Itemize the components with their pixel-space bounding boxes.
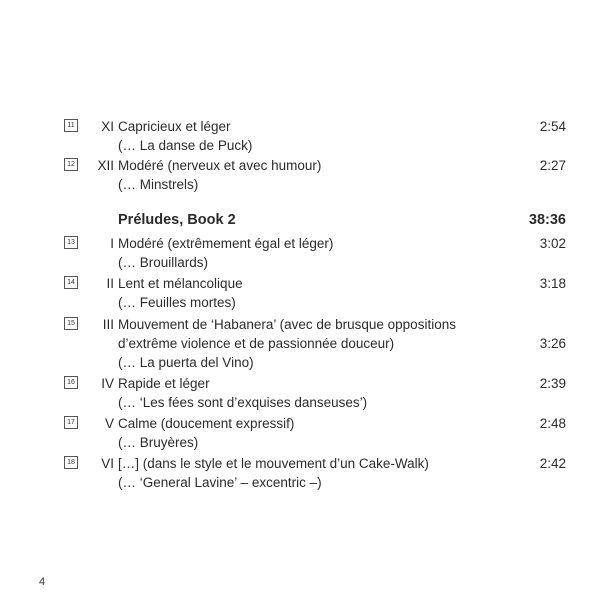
track-duration: 2:27	[539, 158, 566, 173]
track-number: 15	[64, 317, 78, 330]
subtitle-line: (… Feuilles mortes)	[118, 295, 236, 310]
prelude-title	[118, 117, 498, 155]
prelude-number: I	[110, 236, 114, 251]
track-duration: 2:48	[539, 416, 566, 431]
track-number: 18	[64, 456, 78, 469]
track-number: 17	[64, 416, 78, 429]
prelude-number: II	[106, 276, 114, 291]
track-number: 12	[64, 158, 78, 171]
subtitle-line: (… ‘General Lavine’ – excentric –)	[118, 475, 322, 490]
subtitle-line: (… Brouillards)	[118, 255, 209, 270]
track-duration: 2:39	[539, 376, 566, 391]
title-line: Capricieux et léger	[118, 119, 231, 134]
track-number: 11	[64, 119, 78, 132]
prelude-title	[118, 454, 498, 492]
title-line: Modéré (nerveux et avec humour)	[118, 158, 322, 173]
prelude-number: VI	[101, 456, 114, 471]
subtitle-line: (… La danse de Puck)	[118, 138, 253, 153]
subtitle-line: (… Bruyères)	[118, 435, 199, 450]
prelude-title	[118, 234, 498, 272]
prelude-number: V	[104, 416, 114, 431]
prelude-number: XII	[97, 158, 114, 173]
section-heading	[118, 210, 566, 230]
track-duration: 3:18	[539, 276, 566, 291]
track-duration: 3:26	[539, 336, 566, 351]
section-total-duration: 38:36	[528, 212, 566, 228]
prelude-number: XI	[101, 119, 114, 134]
page-number: 4	[39, 576, 46, 588]
section-title: Préludes, Book 2	[118, 212, 236, 228]
track-number: 16	[64, 376, 78, 389]
title-line: […] (dans le style et le mouvement d’un Cake-Walk)	[118, 456, 429, 471]
subtitle-line: (… Minstrels)	[118, 177, 199, 192]
prelude-title	[118, 315, 498, 372]
track-duration: 3:02	[539, 236, 566, 251]
title-line-continued: d’extrême violence et de passionnée douceur)	[118, 336, 395, 351]
title-line: Rapide et léger	[118, 376, 210, 391]
title-line: Modéré (extrêmement égal et léger)	[118, 236, 334, 251]
prelude-title	[118, 274, 498, 312]
subtitle-line: (… ‘Les fées sont d’exquises danseuses’)	[118, 395, 368, 410]
track-duration: 2:54	[539, 119, 566, 134]
track-number: 14	[64, 276, 78, 289]
title-line: Lent et mélancolique	[118, 276, 243, 291]
title-line: Calme (doucement expressif)	[118, 416, 295, 431]
prelude-number: IV	[101, 376, 114, 391]
prelude-number: III	[102, 317, 114, 332]
track-duration: 2:42	[539, 456, 566, 471]
prelude-title	[118, 414, 498, 452]
title-line: Mouvement de ‘Habanera’ (avec de brusque oppositions	[118, 317, 456, 332]
prelude-title	[118, 374, 498, 412]
prelude-title	[118, 156, 498, 194]
subtitle-line: (… La puerta del Vino)	[118, 355, 254, 370]
track-number: 13	[64, 236, 78, 249]
